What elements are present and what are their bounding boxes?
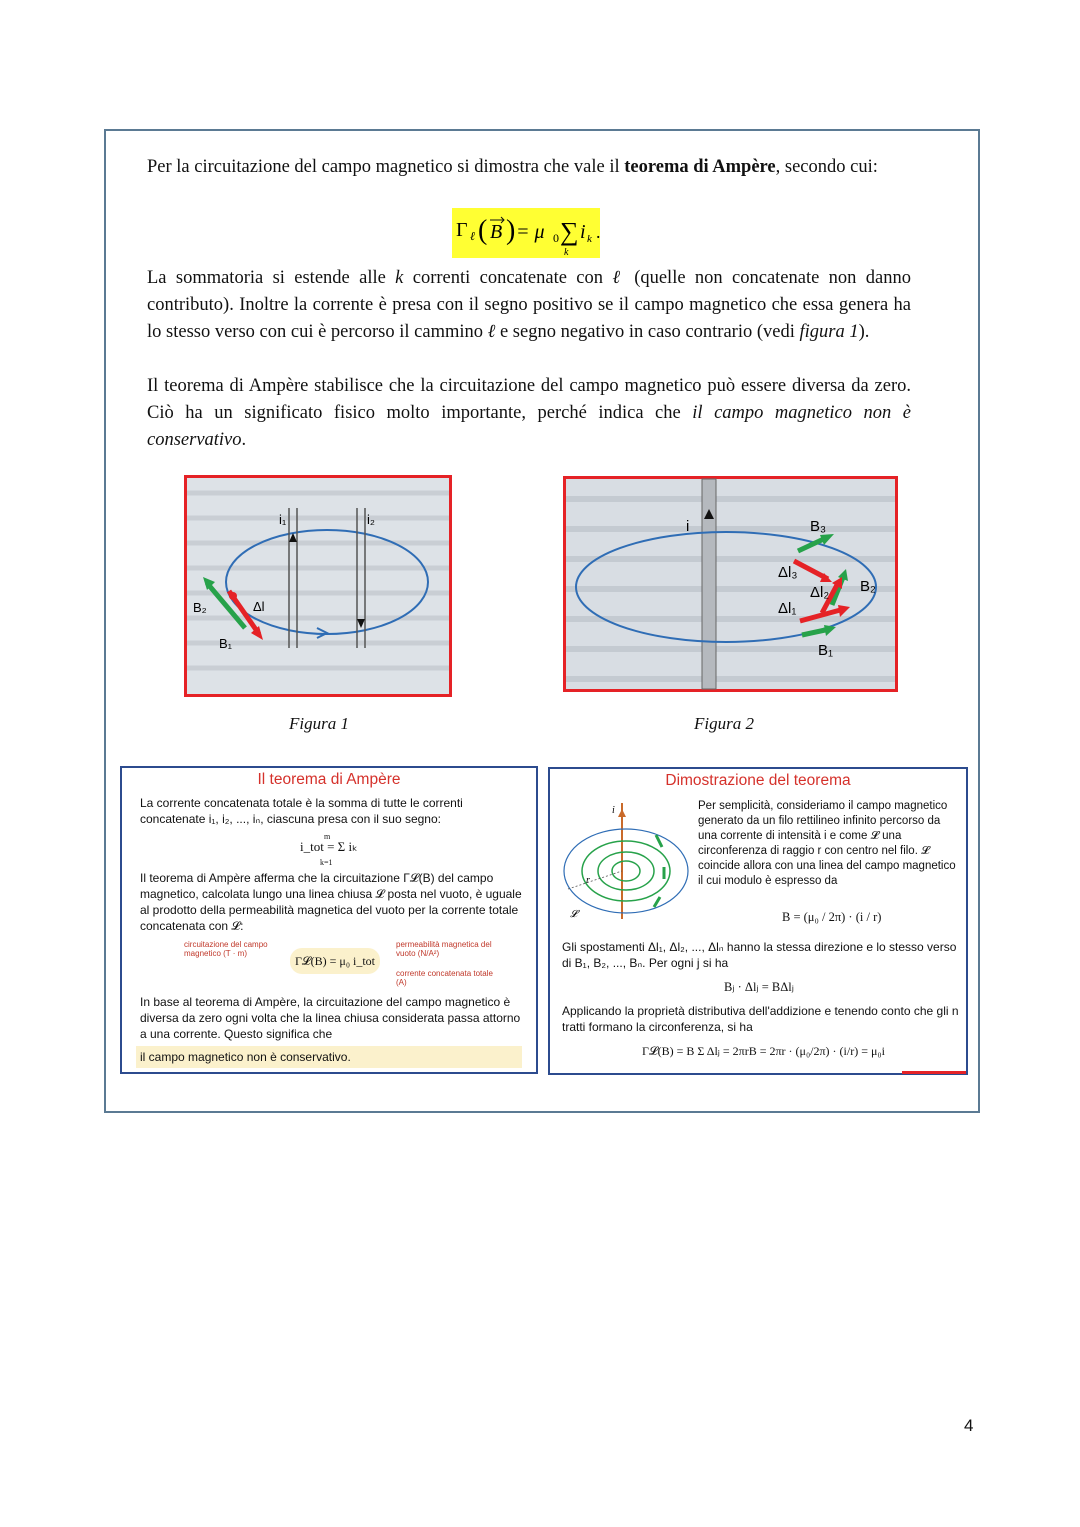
fig1-label-b2: B₂	[193, 600, 207, 615]
fig1-label-i1: i₁	[279, 512, 287, 527]
slide1-highlight-text: il campo magnetico non è conservativo.	[140, 1050, 351, 1064]
slide-ampere-theorem: Il teorema di Ampère La corrente concatenata totale è la somma di tutte le correnti concatenate i₁, i₂, ..., iₙ, ciascuna presa con il suo segno: m i_tot = Σ iₖ k=1 Il teorema di Ampère afferma che la circuitazione Γ𝓛(B) del campo magnetico, calcolata lungo una linea chiusa 𝓛 posta nel vuoto, è uguale al prodotto della permeabilità magnetica del vuoto per la corrente totale concatenata con 𝓛: circuitazione del campo magnetico (T · m) Γ𝓛(B) = μ₀ i_tot permeabilità magnetica del vuoto (N/A²) corrente concatenata totale (A) In base al teorema di Ampère, la circuitazione del campo magnetico è diversa da zero ogni volta che la linea chiusa considerata passa attorno a una corrente. Questo significa che il campo magnetico non è conservativo.	[120, 766, 538, 1074]
slide1-highlight-box	[136, 1046, 522, 1068]
slide2-displacements: Gli spostamenti Δl₁, Δl₂, ..., Δlₙ hanno la stessa direzione e lo stesso verso di B₁, B₂, ..., Bₙ. Per ogni j si ha	[562, 940, 957, 970]
slide2-formula-final: Γ𝓛(B) = B Σ Δlⱼ = 2πrB = 2πr · (μ₀/2π) · (i/r) = μ₀i	[642, 1044, 885, 1058]
paragraph-summation: La sommatoria si estende alle k correnti concatenate con ℓ (quelle non concatenate non danno contributo). Inoltre la corrente è presa con il segno positivo se il campo magnetico che essa genera ha lo stesso verso con cui è percorso il cammino ℓ e segno negativo in caso contrario (vedi figura 1).	[147, 268, 911, 342]
figure-1-caption: Figura 1	[289, 714, 349, 733]
svg-text:(: (	[478, 215, 488, 246]
slide1-theorem-statement: Il teorema di Ampère afferma che la circuitazione Γ𝓛(B) del campo magnetico, calcolata lungo una linea chiusa 𝓛 posta nel vuoto, è uguale al prodotto della permeabilità magnetica del vuoto per la corrente totale concatenata con 𝓛:	[140, 871, 522, 933]
slide1-conclusion: In base al teorema di Ampère, la circuitazione del campo magnetico è diversa da zero ogni volta che la linea chiusa considerata passa attorno a una corrente. Questo significa che	[140, 995, 521, 1041]
fig1-label-dl: Δl	[253, 599, 265, 614]
fig1-label-b1: B₁	[219, 636, 233, 651]
svg-text:): )	[506, 215, 516, 246]
fig2-label-i: i	[686, 518, 690, 535]
formula-sum: ∑	[560, 217, 579, 246]
slide2-formula-dot: Bⱼ · Δlⱼ = BΔlⱼ	[724, 980, 794, 994]
formula-i: i	[580, 221, 586, 243]
slide1-annotation-permeability: permeabilità magnetica del vuoto (N/A²)	[396, 940, 492, 958]
page-number: 4	[964, 1416, 974, 1435]
formula-i-sub: k	[587, 233, 592, 245]
slide2-intro: Per semplicità, consideriamo il campo magnetico generato da un filo rettilineo infinito percorso da una corrente di intensità i e come 𝓛 una circonferenza di raggio r con centro nel filo. 𝓛 coincide allora con una linea del campo magnetico il cui modulo è espresso da	[698, 800, 956, 887]
figure-2-caption: Figura 2	[694, 714, 754, 733]
fig2-label-dl1: Δl₁	[778, 600, 797, 617]
fig2-label-dl3: Δl₃	[778, 564, 798, 581]
slide1-formula-theorem: Γ𝓛(B) = μ₀ i_tot	[290, 948, 380, 974]
fig2-label-b3: B₃	[810, 518, 827, 535]
formula-sum-index: k	[564, 247, 569, 258]
formula-eq: = μ	[516, 221, 545, 243]
slide1-title: Il teorema di Ampère	[257, 771, 401, 788]
slide2-diagram	[560, 799, 700, 924]
formula-gamma: Γ	[456, 219, 468, 241]
formula-b: B	[490, 221, 503, 243]
slide2-title: Dimostrazione del teorema	[665, 772, 851, 789]
slide2-diagram-i: i	[612, 805, 615, 816]
slide1-intro: La corrente concatenata totale è la somma di tutte le correnti concatenate i₁, i₂, ..., iₙ, ciascuna presa con il suo segno:	[140, 796, 463, 826]
slide2-accent-line	[902, 1071, 966, 1074]
ampere-formula	[452, 208, 600, 258]
slide2-formula-b: B = (μ₀ / 2π) · (i / r)	[782, 910, 882, 924]
figure-1	[184, 475, 452, 697]
slide1-annotation-current: corrente concatenata totale (A)	[396, 969, 493, 987]
fig2-label-dl2: Δl₂	[810, 584, 830, 601]
formula-ell: ℓ	[470, 229, 475, 243]
slide2-diagram-L: 𝓛	[570, 909, 578, 920]
fig2-label-b2: B₂	[860, 578, 876, 595]
intro-paragraph: Per la circuitazione del campo magnetico si dimostra che vale il teorema di Ampère, secondo cui:	[147, 157, 878, 177]
slide-theorem-proof	[548, 767, 968, 1075]
slide2-distributive: Applicando la proprietà distributiva dell'addizione e tenendo conto che gli n tratti formano la circonferenza, si ha	[562, 1004, 959, 1034]
paragraph-conservative: Il teorema di Ampère stabilisce che la circuitazione del campo magnetico può essere diversa da zero. Ciò ha un significato fisico molto importante, perché indica che il campo magnetico non è conservativo.	[147, 376, 911, 450]
fig2-label-b1: B₁	[818, 642, 834, 659]
slide2-diagram-r: r	[586, 875, 590, 886]
fig1-label-i2: i₂	[367, 512, 375, 527]
slide1-annotation-circuitation: circuitazione del campo magnetico (T · m)	[184, 940, 268, 958]
figure-2	[563, 476, 898, 692]
formula-period: .	[596, 222, 601, 242]
formula-zero: 0	[553, 231, 559, 245]
